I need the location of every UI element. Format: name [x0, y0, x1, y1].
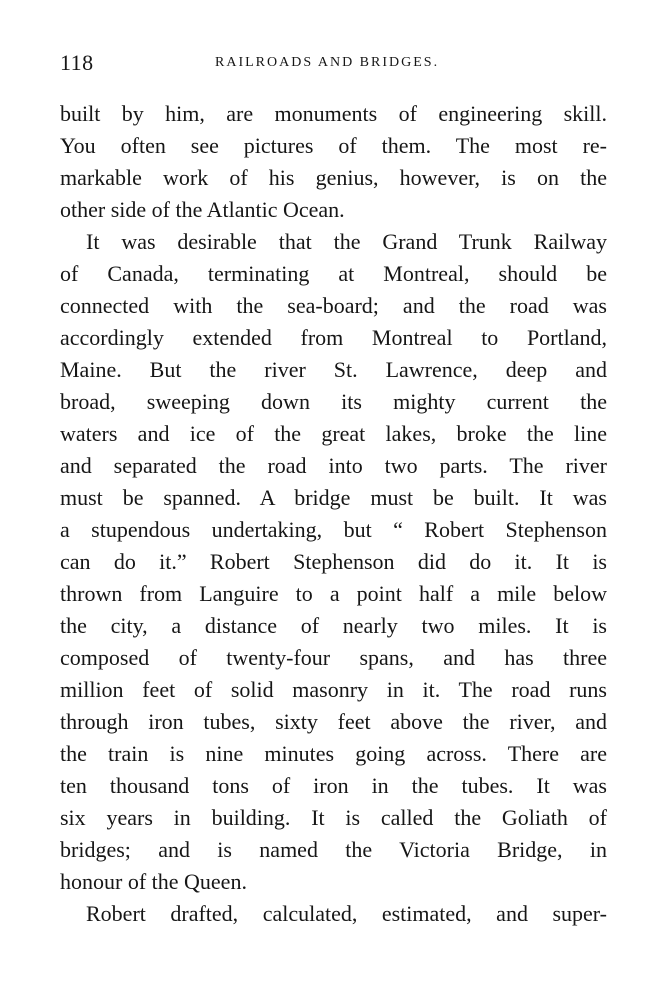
text-line: million feet of solid masonry in it. The road runs: [60, 677, 607, 702]
text-line: can do it.” Robert Stephenson did do it. It is: [60, 549, 607, 574]
text-line: accordingly extended from Montreal to Portland,: [60, 325, 607, 350]
text-line: built by him, are monuments of engineering skill.: [60, 101, 607, 126]
running-head: RAILROADS AND BRIDGES.: [215, 55, 440, 70]
text-line: broad, sweeping down its mighty current the: [60, 389, 607, 414]
body-text: [60, 98, 607, 930]
text-line: It was desirable that the Grand Trunk Railway: [86, 229, 607, 254]
text-line: bridges; and is named the Victoria Bridge, in: [60, 837, 607, 862]
text-line: a stupendous undertaking, but “ Robert Stephenson: [60, 517, 607, 542]
text-line: thrown from Languire to a point half a mile below: [60, 581, 607, 606]
text-line: markable work of his genius, however, is on the: [60, 165, 607, 190]
text-line: of Canada, terminating at Montreal, should be: [60, 261, 607, 286]
text-line: other side of the Atlantic Ocean.: [60, 197, 345, 222]
page-number: 118: [60, 50, 94, 75]
text-line: must be spanned. A bridge must be built. It was: [60, 485, 607, 510]
text-line: through iron tubes, sixty feet above the river, and: [60, 709, 607, 734]
page-header: [60, 50, 607, 80]
text-line: the city, a distance of nearly two miles. It is: [60, 613, 607, 638]
text-line: Robert drafted, calculated, estimated, and super-: [86, 901, 607, 926]
text-line: connected with the sea-board; and the road was: [60, 293, 607, 318]
text-line: You often see pictures of them. The most re-: [60, 133, 607, 158]
text-line: and separated the road into two parts. The river: [60, 453, 607, 478]
text-line: the train is nine minutes going across. There are: [60, 741, 607, 766]
text-line: composed of twenty-four spans, and has three: [60, 645, 607, 670]
text-line: Maine. But the river St. Lawrence, deep and: [60, 357, 607, 382]
text-line: six years in building. It is called the Goliath of: [60, 805, 607, 830]
text-line: ten thousand tons of iron in the tubes. It was: [60, 773, 607, 798]
text-line: waters and ice of the great lakes, broke the line: [60, 421, 607, 446]
text-line: honour of the Queen.: [60, 869, 247, 894]
